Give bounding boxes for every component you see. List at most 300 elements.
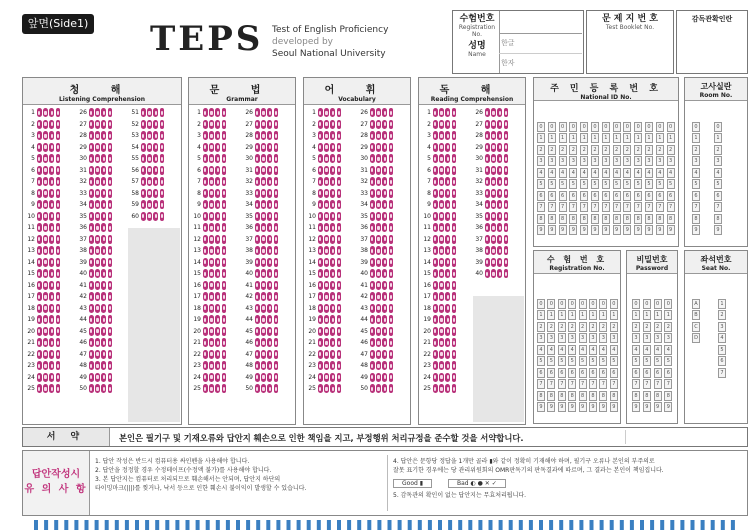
digit-bubble[interactable]: 9 <box>632 402 640 412</box>
answer-bubble[interactable] <box>452 327 457 336</box>
digit-bubble[interactable]: 9 <box>656 225 664 235</box>
answer-bubble[interactable] <box>433 292 438 301</box>
answer-bubble[interactable] <box>452 235 457 244</box>
digit-bubble[interactable]: 4 <box>537 168 545 178</box>
answer-bubble[interactable] <box>445 235 450 244</box>
digit-bubble[interactable]: 6 <box>589 368 597 378</box>
answer-bubble[interactable] <box>261 292 266 301</box>
answer-bubble[interactable] <box>255 223 260 232</box>
digit-bubble[interactable]: 2 <box>667 145 675 155</box>
answer-bubble[interactable] <box>49 166 54 175</box>
answer-bubble[interactable] <box>318 384 323 393</box>
answer-bubble[interactable] <box>203 154 208 163</box>
digit-bubble[interactable]: 0 <box>579 299 587 309</box>
answer-bubble[interactable] <box>376 281 381 290</box>
answer-bubble[interactable] <box>209 338 214 347</box>
answer-bubble[interactable] <box>95 373 100 382</box>
answer-bubble[interactable] <box>318 292 323 301</box>
answer-bubble[interactable] <box>337 235 342 244</box>
digit-bubble[interactable]: 7 <box>537 379 545 389</box>
answer-bubble[interactable] <box>497 154 502 163</box>
answer-bubble[interactable] <box>108 350 113 359</box>
answer-bubble[interactable] <box>56 177 61 186</box>
answer-bubble[interactable] <box>222 350 227 359</box>
answer-bubble[interactable] <box>433 212 438 221</box>
answer-bubble[interactable] <box>337 304 342 313</box>
answer-bubble[interactable] <box>255 292 260 301</box>
digit-bubble[interactable]: 0 <box>714 122 722 132</box>
answer-bubble[interactable] <box>37 373 42 382</box>
answer-bubble[interactable] <box>274 200 279 209</box>
answer-bubble[interactable] <box>439 361 444 370</box>
answer-bubble[interactable] <box>274 177 279 186</box>
answer-bubble[interactable] <box>389 384 394 393</box>
answer-bubble[interactable] <box>370 361 375 370</box>
answer-bubble[interactable] <box>261 373 266 382</box>
digit-bubble[interactable]: 9 <box>548 225 556 235</box>
answer-bubble[interactable] <box>261 189 266 198</box>
digit-bubble[interactable]: 4 <box>632 345 640 355</box>
digit-bubble[interactable]: 9 <box>591 225 599 235</box>
answer-bubble[interactable] <box>318 212 323 221</box>
answer-bubble[interactable] <box>324 154 329 163</box>
digit-bubble[interactable]: 5 <box>613 179 621 189</box>
answer-bubble[interactable] <box>108 177 113 186</box>
answer-bubble[interactable] <box>485 189 490 198</box>
answer-bubble[interactable] <box>497 189 502 198</box>
answer-bubble[interactable] <box>452 200 457 209</box>
answer-bubble[interactable] <box>37 246 42 255</box>
answer-bubble[interactable] <box>209 200 214 209</box>
answer-bubble[interactable] <box>37 361 42 370</box>
answer-bubble[interactable] <box>433 246 438 255</box>
answer-bubble[interactable] <box>37 223 42 232</box>
digit-bubble[interactable]: 0 <box>692 122 700 132</box>
digit-bubble[interactable]: 4 <box>568 345 576 355</box>
digit-bubble[interactable]: 3 <box>667 156 675 166</box>
answer-bubble[interactable] <box>108 154 113 163</box>
answer-bubble[interactable] <box>255 361 260 370</box>
answer-bubble[interactable] <box>274 246 279 255</box>
answer-bubble[interactable] <box>215 258 220 267</box>
digit-bubble[interactable]: 9 <box>537 402 545 412</box>
answer-bubble[interactable] <box>108 384 113 393</box>
answer-bubble[interactable] <box>318 177 323 186</box>
answer-bubble[interactable] <box>433 200 438 209</box>
answer-bubble[interactable] <box>89 292 94 301</box>
digit-bubble[interactable]: 6 <box>599 368 607 378</box>
digit-bubble[interactable]: 5 <box>645 179 653 189</box>
answer-bubble[interactable] <box>389 338 394 347</box>
digit-bubble[interactable]: 7 <box>579 379 587 389</box>
answer-bubble[interactable] <box>209 246 214 255</box>
digit-bubble[interactable]: 3 <box>714 156 722 166</box>
answer-bubble[interactable] <box>445 338 450 347</box>
answer-bubble[interactable] <box>439 373 444 382</box>
digit-bubble[interactable]: 4 <box>591 168 599 178</box>
answer-bubble[interactable] <box>209 350 214 359</box>
answer-bubble[interactable] <box>439 304 444 313</box>
answer-bubble[interactable] <box>433 108 438 117</box>
answer-bubble[interactable] <box>95 315 100 324</box>
digit-bubble[interactable]: 4 <box>580 168 588 178</box>
answer-bubble[interactable] <box>324 338 329 347</box>
answer-bubble[interactable] <box>445 108 450 117</box>
answer-bubble[interactable] <box>445 246 450 255</box>
answer-bubble[interactable] <box>433 189 438 198</box>
digit-bubble[interactable]: 6 <box>568 368 576 378</box>
digit-bubble[interactable]: 0 <box>602 122 610 132</box>
answer-bubble[interactable] <box>485 177 490 186</box>
answer-bubble[interactable] <box>330 327 335 336</box>
answer-bubble[interactable] <box>153 108 158 117</box>
answer-bubble[interactable] <box>222 200 227 209</box>
answer-bubble[interactable] <box>445 327 450 336</box>
answer-bubble[interactable] <box>267 304 272 313</box>
answer-bubble[interactable] <box>56 143 61 152</box>
answer-bubble[interactable] <box>324 361 329 370</box>
digit-bubble[interactable]: 6 <box>718 356 726 366</box>
answer-bubble[interactable] <box>222 327 227 336</box>
answer-bubble[interactable] <box>95 258 100 267</box>
answer-bubble[interactable] <box>376 235 381 244</box>
answer-bubble[interactable] <box>101 258 106 267</box>
answer-bubble[interactable] <box>376 166 381 175</box>
digit-bubble[interactable]: 3 <box>599 333 607 343</box>
answer-bubble[interactable] <box>43 338 48 347</box>
answer-bubble[interactable] <box>337 384 342 393</box>
answer-bubble[interactable] <box>439 269 444 278</box>
answer-bubble[interactable] <box>261 350 266 359</box>
digit-bubble[interactable]: 8 <box>643 391 651 401</box>
answer-bubble[interactable] <box>330 189 335 198</box>
digit-bubble[interactable]: 5 <box>667 179 675 189</box>
answer-bubble[interactable] <box>439 189 444 198</box>
answer-bubble[interactable] <box>153 120 158 129</box>
digit-bubble[interactable]: 9 <box>589 402 597 412</box>
answer-bubble[interactable] <box>330 269 335 278</box>
answer-bubble[interactable] <box>215 212 220 221</box>
answer-bubble[interactable] <box>56 200 61 209</box>
answer-bubble[interactable] <box>382 384 387 393</box>
answer-bubble[interactable] <box>56 338 61 347</box>
answer-bubble[interactable] <box>37 212 42 221</box>
answer-bubble[interactable] <box>108 200 113 209</box>
answer-bubble[interactable] <box>101 292 106 301</box>
digit-bubble[interactable]: 7 <box>623 202 631 212</box>
digit-bubble[interactable]: 3 <box>718 322 726 332</box>
answer-bubble[interactable] <box>37 189 42 198</box>
answer-bubble[interactable] <box>95 246 100 255</box>
answer-bubble[interactable] <box>445 373 450 382</box>
answer-bubble[interactable] <box>141 108 146 117</box>
digit-bubble[interactable]: 1 <box>645 133 653 143</box>
answer-bubble[interactable] <box>108 315 113 324</box>
answer-bubble[interactable] <box>261 143 266 152</box>
answer-bubble[interactable] <box>56 235 61 244</box>
digit-bubble[interactable]: 7 <box>558 379 566 389</box>
answer-bubble[interactable] <box>376 212 381 221</box>
answer-bubble[interactable] <box>43 292 48 301</box>
answer-bubble[interactable] <box>89 338 94 347</box>
answer-bubble[interactable] <box>370 327 375 336</box>
answer-bubble[interactable] <box>274 223 279 232</box>
digit-bubble[interactable]: 1 <box>568 310 576 320</box>
answer-bubble[interactable] <box>504 223 509 232</box>
answer-bubble[interactable] <box>452 166 457 175</box>
answer-bubble[interactable] <box>267 269 272 278</box>
answer-bubble[interactable] <box>255 189 260 198</box>
answer-bubble[interactable] <box>147 166 152 175</box>
answer-bubble[interactable] <box>43 177 48 186</box>
answer-bubble[interactable] <box>389 177 394 186</box>
digit-bubble[interactable]: 3 <box>645 156 653 166</box>
digit-bubble[interactable]: 0 <box>664 299 672 309</box>
digit-bubble[interactable]: 7 <box>610 379 618 389</box>
digit-bubble[interactable]: 7 <box>537 202 545 212</box>
answer-bubble[interactable] <box>255 281 260 290</box>
digit-bubble[interactable]: 9 <box>714 225 722 235</box>
answer-bubble[interactable] <box>445 361 450 370</box>
answer-bubble[interactable] <box>89 384 94 393</box>
answer-bubble[interactable] <box>89 281 94 290</box>
digit-bubble[interactable]: 6 <box>632 368 640 378</box>
answer-bubble[interactable] <box>376 223 381 232</box>
answer-bubble[interactable] <box>209 177 214 186</box>
digit-bubble[interactable]: 0 <box>654 299 662 309</box>
answer-bubble[interactable] <box>255 235 260 244</box>
answer-bubble[interactable] <box>56 269 61 278</box>
answer-bubble[interactable] <box>215 384 220 393</box>
answer-bubble[interactable] <box>439 143 444 152</box>
answer-bubble[interactable] <box>56 258 61 267</box>
answer-bubble[interactable] <box>101 373 106 382</box>
answer-bubble[interactable] <box>49 154 54 163</box>
answer-bubble[interactable] <box>370 143 375 152</box>
digit-bubble[interactable]: 2 <box>547 322 555 332</box>
answer-bubble[interactable] <box>376 120 381 129</box>
digit-bubble[interactable]: 2 <box>610 322 618 332</box>
answer-bubble[interactable] <box>376 269 381 278</box>
answer-bubble[interactable] <box>382 235 387 244</box>
answer-bubble[interactable] <box>209 131 214 140</box>
digit-bubble[interactable]: 8 <box>602 214 610 224</box>
answer-bubble[interactable] <box>389 212 394 221</box>
answer-bubble[interactable] <box>376 177 381 186</box>
answer-bubble[interactable] <box>56 384 61 393</box>
answer-bubble[interactable] <box>485 235 490 244</box>
digit-bubble[interactable]: 9 <box>623 225 631 235</box>
answer-bubble[interactable] <box>337 246 342 255</box>
digit-bubble[interactable]: 9 <box>654 402 662 412</box>
answer-bubble[interactable] <box>485 223 490 232</box>
digit-bubble[interactable]: 0 <box>537 122 545 132</box>
digit-bubble[interactable]: 8 <box>579 391 587 401</box>
answer-bubble[interactable] <box>376 189 381 198</box>
answer-bubble[interactable] <box>330 212 335 221</box>
answer-bubble[interactable] <box>376 292 381 301</box>
answer-bubble[interactable] <box>203 373 208 382</box>
answer-bubble[interactable] <box>439 292 444 301</box>
answer-bubble[interactable] <box>274 338 279 347</box>
answer-bubble[interactable] <box>445 269 450 278</box>
answer-bubble[interactable] <box>255 350 260 359</box>
answer-bubble[interactable] <box>153 131 158 140</box>
answer-bubble[interactable] <box>49 131 54 140</box>
answer-bubble[interactable] <box>160 108 165 117</box>
answer-bubble[interactable] <box>43 223 48 232</box>
digit-bubble[interactable]: 9 <box>610 402 618 412</box>
answer-bubble[interactable] <box>203 200 208 209</box>
digit-bubble[interactable]: 7 <box>548 202 556 212</box>
digit-bubble[interactable]: 5 <box>537 356 545 366</box>
answer-bubble[interactable] <box>215 200 220 209</box>
answer-bubble[interactable] <box>382 177 387 186</box>
answer-bubble[interactable] <box>95 189 100 198</box>
answer-bubble[interactable] <box>433 315 438 324</box>
digit-bubble[interactable]: 1 <box>580 133 588 143</box>
answer-bubble[interactable] <box>222 269 227 278</box>
digit-bubble[interactable]: 6 <box>559 191 567 201</box>
answer-bubble[interactable] <box>337 338 342 347</box>
answer-bubble[interactable] <box>497 120 502 129</box>
answer-bubble[interactable] <box>382 338 387 347</box>
digit-bubble[interactable]: 9 <box>559 225 567 235</box>
answer-bubble[interactable] <box>433 384 438 393</box>
digit-bubble[interactable]: 9 <box>537 225 545 235</box>
answer-bubble[interactable] <box>370 315 375 324</box>
answer-bubble[interactable] <box>324 177 329 186</box>
digit-bubble[interactable]: 4 <box>599 345 607 355</box>
answer-bubble[interactable] <box>95 361 100 370</box>
answer-bubble[interactable] <box>255 166 260 175</box>
answer-bubble[interactable] <box>370 338 375 347</box>
digit-bubble[interactable]: 8 <box>599 391 607 401</box>
answer-bubble[interactable] <box>267 223 272 232</box>
digit-bubble[interactable]: 0 <box>645 122 653 132</box>
answer-bubble[interactable] <box>324 212 329 221</box>
answer-bubble[interactable] <box>433 154 438 163</box>
answer-bubble[interactable] <box>376 338 381 347</box>
answer-bubble[interactable] <box>203 315 208 324</box>
answer-bubble[interactable] <box>43 315 48 324</box>
answer-bubble[interactable] <box>43 108 48 117</box>
answer-bubble[interactable] <box>389 120 394 129</box>
answer-bubble[interactable] <box>43 281 48 290</box>
answer-bubble[interactable] <box>209 154 214 163</box>
answer-bubble[interactable] <box>49 304 54 313</box>
answer-bubble[interactable] <box>215 315 220 324</box>
digit-bubble[interactable]: 8 <box>591 214 599 224</box>
digit-bubble[interactable]: 5 <box>664 356 672 366</box>
digit-bubble[interactable]: 6 <box>634 191 642 201</box>
answer-bubble[interactable] <box>203 281 208 290</box>
answer-bubble[interactable] <box>108 235 113 244</box>
answer-bubble[interactable] <box>452 212 457 221</box>
answer-bubble[interactable] <box>382 315 387 324</box>
answer-bubble[interactable] <box>108 120 113 129</box>
answer-bubble[interactable] <box>370 350 375 359</box>
answer-bubble[interactable] <box>222 143 227 152</box>
digit-bubble[interactable]: 8 <box>589 391 597 401</box>
answer-bubble[interactable] <box>452 269 457 278</box>
digit-bubble[interactable]: 1 <box>537 133 545 143</box>
answer-bubble[interactable] <box>318 281 323 290</box>
digit-bubble[interactable]: 4 <box>656 168 664 178</box>
answer-bubble[interactable] <box>203 269 208 278</box>
answer-bubble[interactable] <box>56 246 61 255</box>
answer-bubble[interactable] <box>382 154 387 163</box>
answer-bubble[interactable] <box>255 384 260 393</box>
answer-bubble[interactable] <box>215 292 220 301</box>
answer-bubble[interactable] <box>337 143 342 152</box>
digit-bubble[interactable]: 0 <box>643 299 651 309</box>
answer-bubble[interactable] <box>49 361 54 370</box>
answer-bubble[interactable] <box>37 177 42 186</box>
digit-bubble[interactable]: 3 <box>643 333 651 343</box>
answer-bubble[interactable] <box>445 131 450 140</box>
answer-bubble[interactable] <box>222 361 227 370</box>
answer-bubble[interactable] <box>376 373 381 382</box>
answer-bubble[interactable] <box>56 361 61 370</box>
answer-bubble[interactable] <box>267 131 272 140</box>
answer-bubble[interactable] <box>147 154 152 163</box>
answer-bubble[interactable] <box>101 304 106 313</box>
answer-bubble[interactable] <box>215 373 220 382</box>
digit-bubble[interactable]: 8 <box>558 391 566 401</box>
answer-bubble[interactable] <box>433 131 438 140</box>
answer-bubble[interactable] <box>504 235 509 244</box>
answer-bubble[interactable] <box>89 189 94 198</box>
answer-bubble[interactable] <box>222 108 227 117</box>
answer-bubble[interactable] <box>43 384 48 393</box>
answer-bubble[interactable] <box>222 304 227 313</box>
answer-bubble[interactable] <box>439 223 444 232</box>
digit-bubble[interactable]: 7 <box>559 202 567 212</box>
digit-bubble[interactable]: 8 <box>645 214 653 224</box>
answer-bubble[interactable] <box>497 108 502 117</box>
digit-bubble[interactable]: 8 <box>547 391 555 401</box>
answer-bubble[interactable] <box>43 304 48 313</box>
answer-bubble[interactable] <box>261 212 266 221</box>
digit-bubble[interactable]: D <box>692 333 700 343</box>
answer-bubble[interactable] <box>370 235 375 244</box>
answer-bubble[interactable] <box>382 200 387 209</box>
answer-bubble[interactable] <box>370 166 375 175</box>
answer-bubble[interactable] <box>439 338 444 347</box>
answer-bubble[interactable] <box>389 246 394 255</box>
answer-bubble[interactable] <box>485 120 490 129</box>
answer-bubble[interactable] <box>261 166 266 175</box>
answer-bubble[interactable] <box>267 361 272 370</box>
digit-bubble[interactable]: 1 <box>667 133 675 143</box>
answer-bubble[interactable] <box>439 177 444 186</box>
digit-bubble[interactable]: 3 <box>547 333 555 343</box>
answer-bubble[interactable] <box>452 384 457 393</box>
digit-bubble[interactable]: 9 <box>602 225 610 235</box>
answer-bubble[interactable] <box>95 338 100 347</box>
answer-bubble[interactable] <box>222 373 227 382</box>
answer-bubble[interactable] <box>203 361 208 370</box>
answer-bubble[interactable] <box>101 108 106 117</box>
digit-bubble[interactable]: 4 <box>654 345 662 355</box>
digit-bubble[interactable]: 6 <box>613 191 621 201</box>
answer-bubble[interactable] <box>56 373 61 382</box>
digit-bubble[interactable]: 8 <box>667 214 675 224</box>
answer-bubble[interactable] <box>318 131 323 140</box>
digit-bubble[interactable]: 8 <box>623 214 631 224</box>
answer-bubble[interactable] <box>382 246 387 255</box>
